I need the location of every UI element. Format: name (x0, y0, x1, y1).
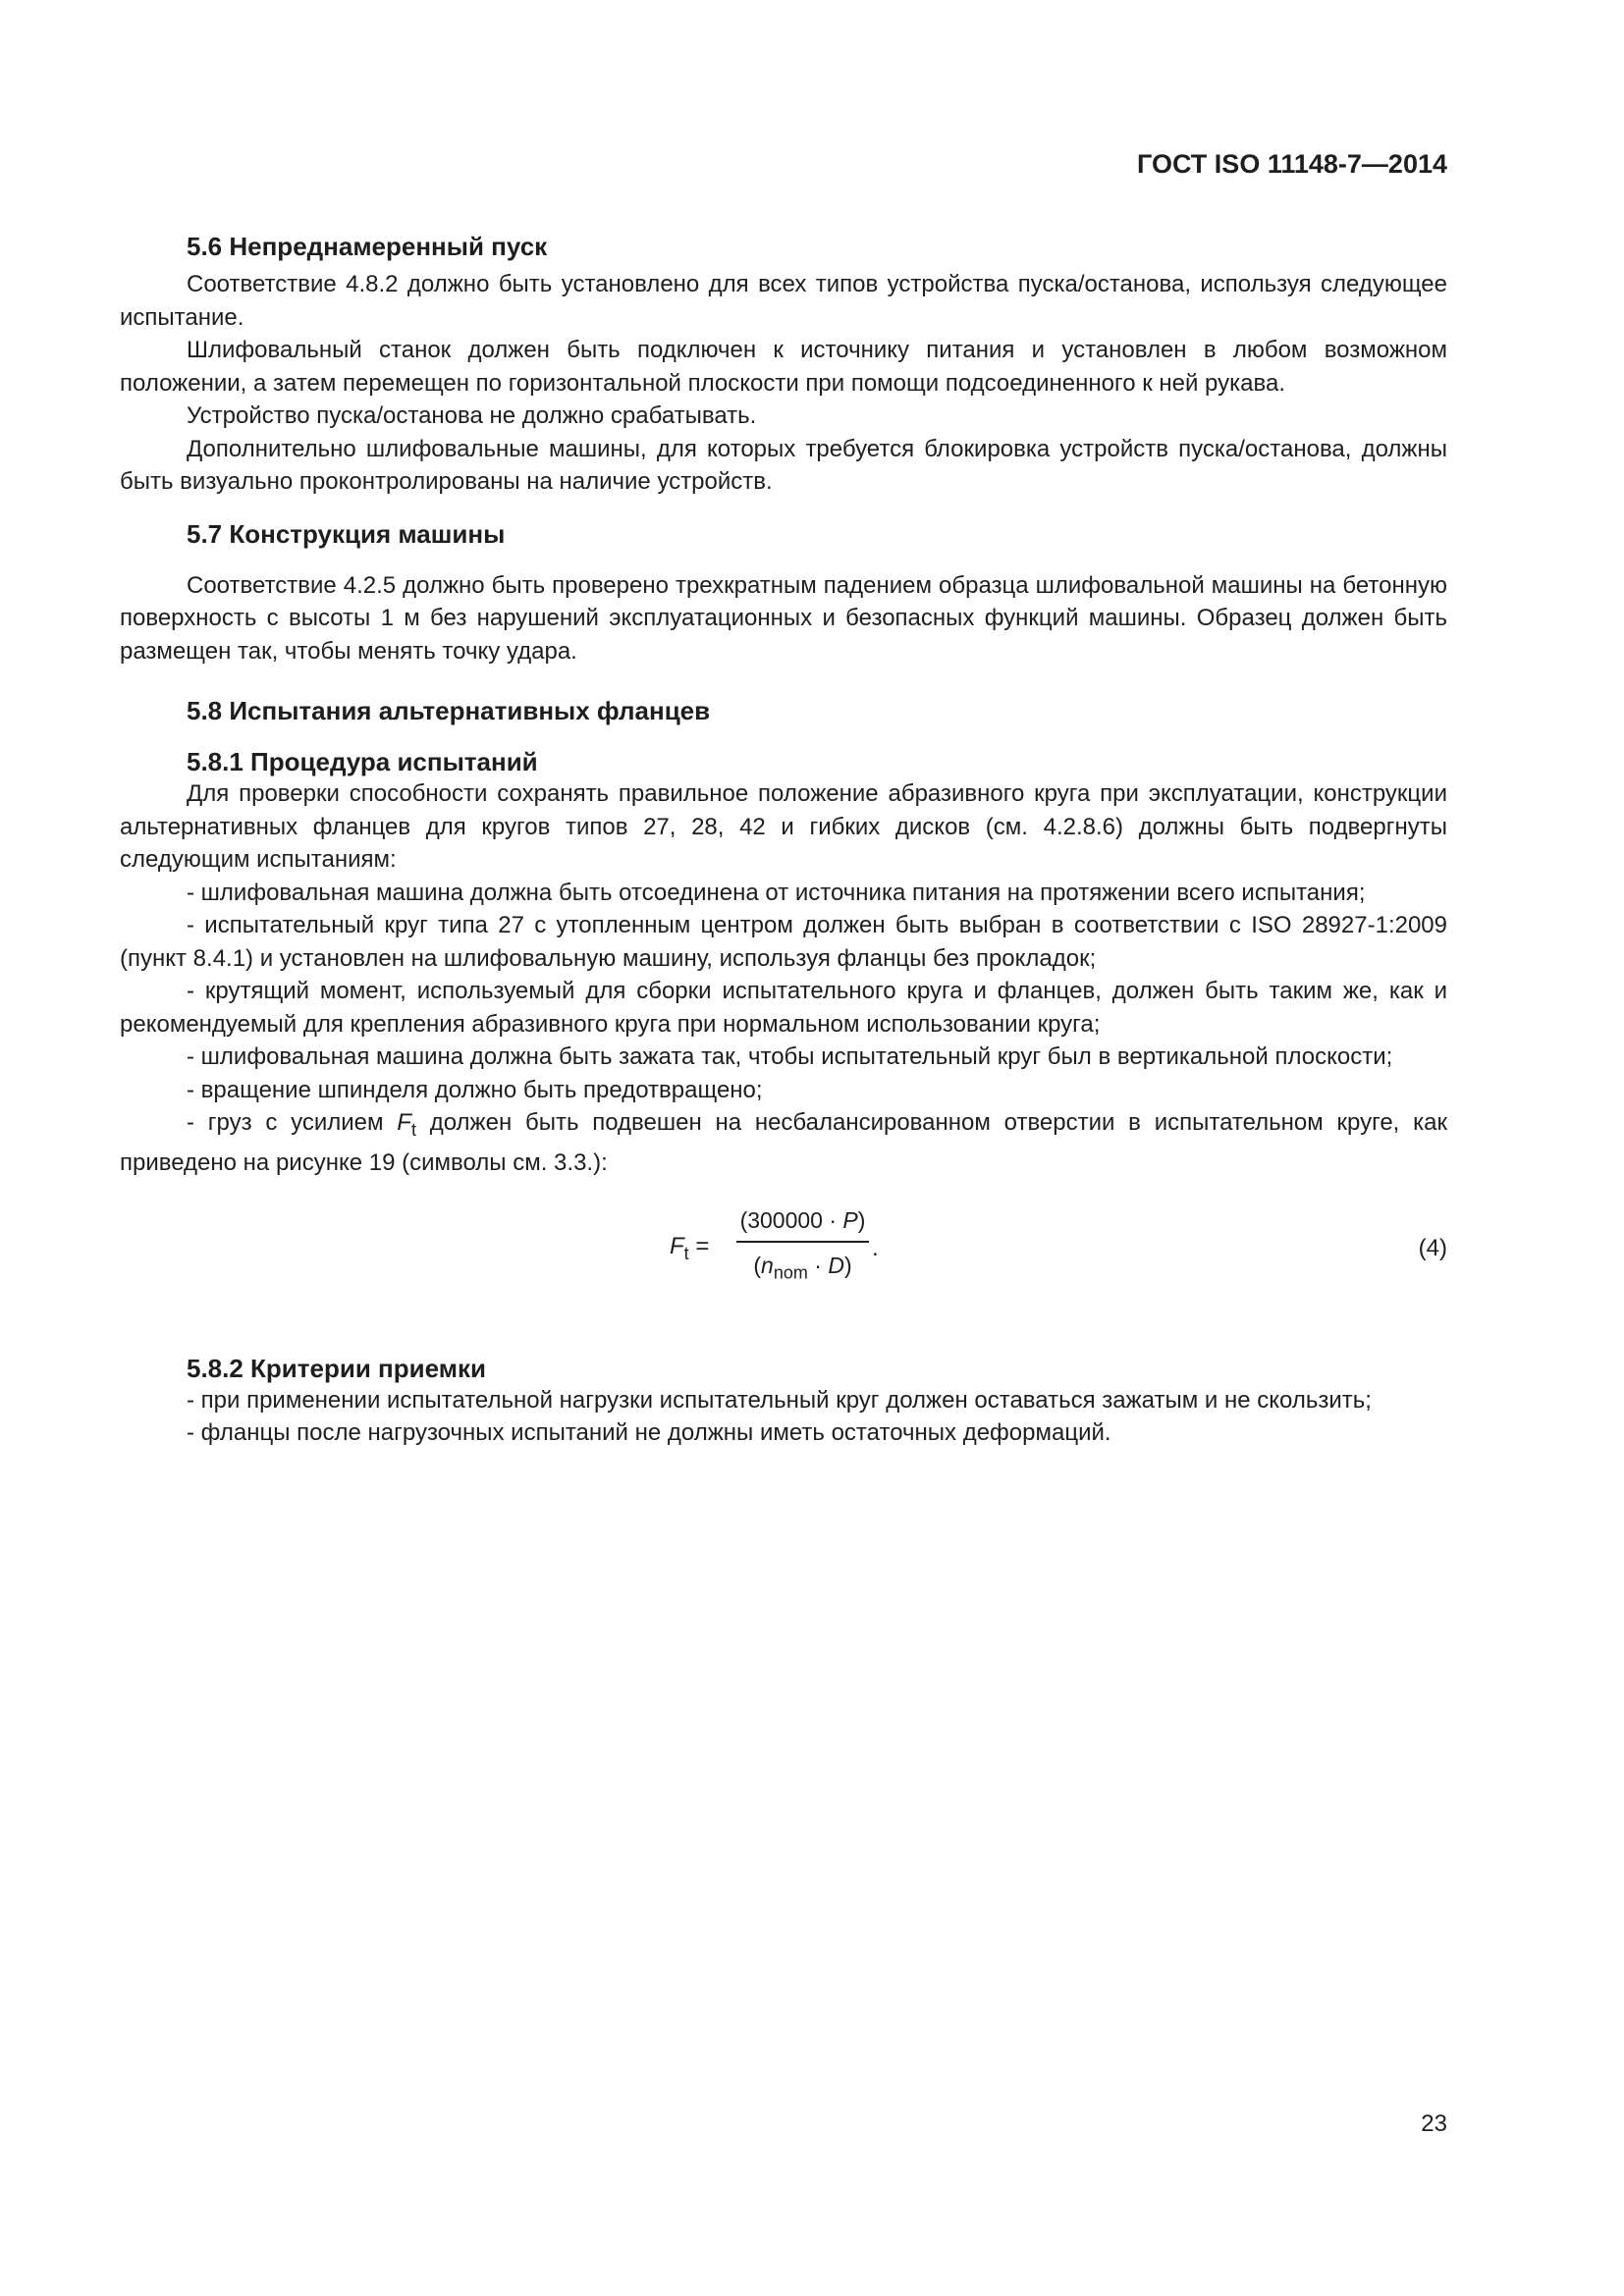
test-step-item: - испытательный круг типа 27 с утопленным центром должен быть выбран в соответствии с ISO 28927-1:2009 (пункт 8.4.1) и установлен на шлифовальную машину, используя фланцы без прокладок; (120, 912, 1447, 972)
force-symbol: F (397, 1109, 411, 1136)
section-5-7-paragraph-1: Соответствие 4.2.5 должно быть проверено трехкратным падением образца шлифовальной машины на бетонную поверхность с высоты 1 м без нарушений эксплуатационных и безопасных функций машины. Образец должен быть размещен так, чтобы менять точку удара. (120, 571, 1447, 665)
criteria-item: - фланцы после нагрузочных испытаний не должны иметь остаточных деформаций. (187, 1419, 1111, 1447)
test-step-item: - вращение шпинделя должно быть предотвращено; (187, 1076, 763, 1103)
load-item-text-after: должен быть подвешен на несбалансированном отверстии в испытательном круге, как приведено на рисунке 19 (символы см. 3.3.): (120, 1109, 1447, 1177)
section-5-8-1-intro: Для проверки способности сохранять правильное положение абразивного круга при эксплуатации, конструкции альтернативных фланцев для кругов типов 27, 28, 42 и гибких дисков (см. 4.2.8.6) должны быть подвергнуты следующим испытаниям: (120, 780, 1447, 873)
section-5-8-1-heading: 5.8.1 Процедура испытаний (187, 747, 538, 776)
test-step-item: - шлифовальная машина должна быть отсоединена от источника питания на протяжении всего испытания; (187, 879, 1366, 906)
formula-terminator: . (872, 1234, 879, 1261)
formula-denominator: $(n_{nom} \cdot D)$ (753, 1252, 852, 1283)
formula-fraction (736, 1205, 869, 1288)
fraction-bar (736, 1241, 869, 1243)
standard-designation: ГОСТ ISO 11148-7—2014 (1137, 149, 1447, 179)
force-subscript: t (410, 1119, 416, 1140)
formula-number: (4) (1418, 1234, 1447, 1261)
test-step-item-load (120, 1106, 1447, 1180)
formula-numerator: (300000 · P) (739, 1206, 866, 1233)
section-5-6-paragraph-1: Соответствие 4.8.2 должно быть установлено для всех типов устройства пуска/останова, используя следующее испытание. (120, 271, 1447, 331)
load-item-text-before: - груз с усилием (187, 1109, 398, 1136)
test-step-item: - шлифовальная машина должна быть зажата так, чтобы испытательный круг был в вертикальной плоскости; (187, 1043, 1393, 1070)
page-number: 23 (1421, 2110, 1447, 2137)
section-5-8-heading: 5.8 Испытания альтернативных фланцев (187, 696, 711, 725)
test-step-item: - крутящий момент, используемый для сборки испытательного круга и фланцев, должен быть таким же, как и рекомендуемый для крепления абразивного круга при нормальном использовании круга; (120, 978, 1447, 1038)
formula-lhs: $F_t$ = (670, 1232, 710, 1263)
section-5-6-paragraph-4: Дополнительно шлифовальные машины, для которых требуется блокировка устройств пуска/останова, должны быть визуально проконтролированы на наличие устройств. (120, 435, 1447, 495)
criteria-item: - при применении испытательной нагрузки испытательный круг должен оставаться зажатым и не скользить; (187, 1386, 1372, 1414)
section-5-8-2-heading: 5.8.2 Критерии приемки (187, 1353, 486, 1383)
formula-4 (120, 1205, 1447, 1315)
document-body (120, 231, 1447, 1450)
section-5-6-paragraph-3: Устройство пуска/останова не должно срабатывать. (187, 402, 757, 429)
section-5-7-heading: 5.7 Конструкция машины (187, 518, 506, 549)
section-5-6-paragraph-2: Шлифовальный станок должен быть подключен к источнику питания и установлен в любом возможном положении, а затем перемещен по горизонтальной плоскости при помощи подсоединенного к ней рукава. (120, 337, 1447, 397)
section-5-6-heading: 5.6 Непреднамеренный пуск (187, 232, 548, 261)
